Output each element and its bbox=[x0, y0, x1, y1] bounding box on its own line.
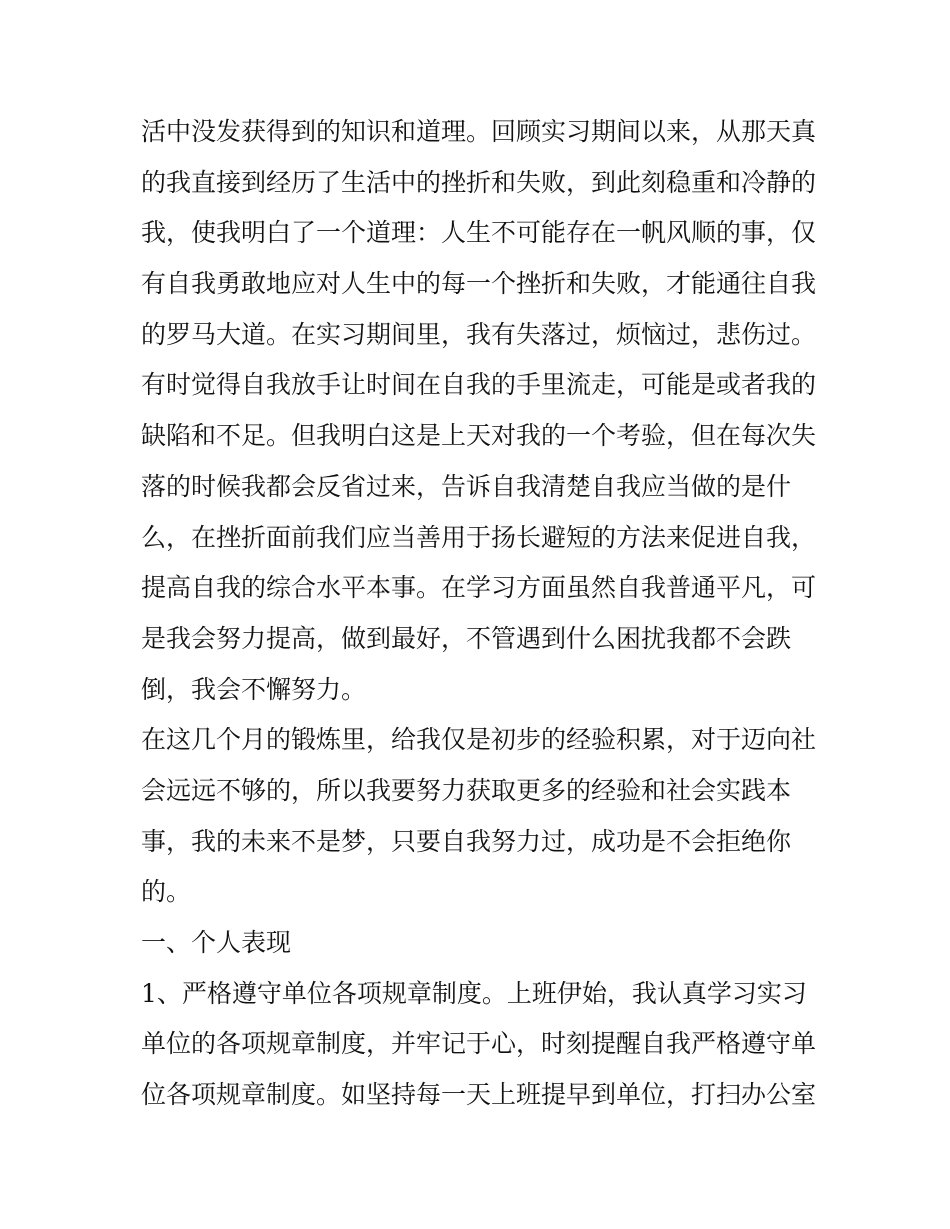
text-line-10: 提高自我的综合水平本事。在学习方面虽然自我普通平凡，可 bbox=[141, 573, 817, 603]
text-line-9: 么，在挫折面前我们应当善用于扬长避短的方法来促进自我， bbox=[141, 522, 817, 552]
text-line-16: 的。 bbox=[141, 877, 192, 907]
text-line-6: 有时觉得自我放手让时间在自我的手里流走，可能是或者我的 bbox=[141, 370, 817, 400]
text-line-13: 在这几个月的锻炼里，给我仅是初步的经验积累，对于迈向社 bbox=[141, 725, 817, 755]
text-line-15: 事，我的未来不是梦，只要自我努力过，成功是不会拒绝你 bbox=[141, 826, 792, 856]
text-line-12: 倒，我会不懈努力。 bbox=[141, 674, 367, 704]
text-line-20: 位各项规章制度。如坚持每一天上班提早到单位，打扫办公室 bbox=[141, 1080, 817, 1110]
text-line-14: 会远远不够的，所以我要努力获取更多的经验和社会实践本 bbox=[141, 775, 792, 805]
text-line-4: 有自我勇敢地应对人生中的每一个挫折和失败，才能通往自我 bbox=[141, 269, 817, 299]
document-body bbox=[141, 107, 821, 1121]
text-line-11: 是我会努力提高，做到最好，不管遇到什么困扰我都不会跌 bbox=[141, 623, 792, 653]
text-line-3: 我，使我明白了一个道理：人生不可能存在一帆风顺的事，仅 bbox=[141, 218, 817, 248]
section-heading: 一、个人表现 bbox=[141, 928, 292, 957]
text-line-5: 的罗马大道。在实习期间里，我有失落过，烦恼过，悲伤过。 bbox=[141, 319, 817, 349]
text-line-18: 1、严格遵守单位各项规章制度。上班伊始，我认真学习实习 bbox=[141, 978, 807, 1008]
text-line-1: 活中没发获得到的知识和道理。回顾实习期间以来，从那天真 bbox=[141, 117, 817, 146]
text-line-7: 缺陷和不足。但我明白这是上天对我的一个考验，但在每次失 bbox=[141, 421, 817, 451]
text-line-19: 单位的各项规章制度，并牢记于心，时刻提醒自我严格遵守单 bbox=[141, 1029, 817, 1059]
text-line-2: 的我直接到经历了生活中的挫折和失败，到此刻稳重和冷静的 bbox=[141, 167, 817, 197]
text-line-8: 落的时候我都会反省过来，告诉自我清楚自我应当做的是什 bbox=[141, 471, 792, 501]
